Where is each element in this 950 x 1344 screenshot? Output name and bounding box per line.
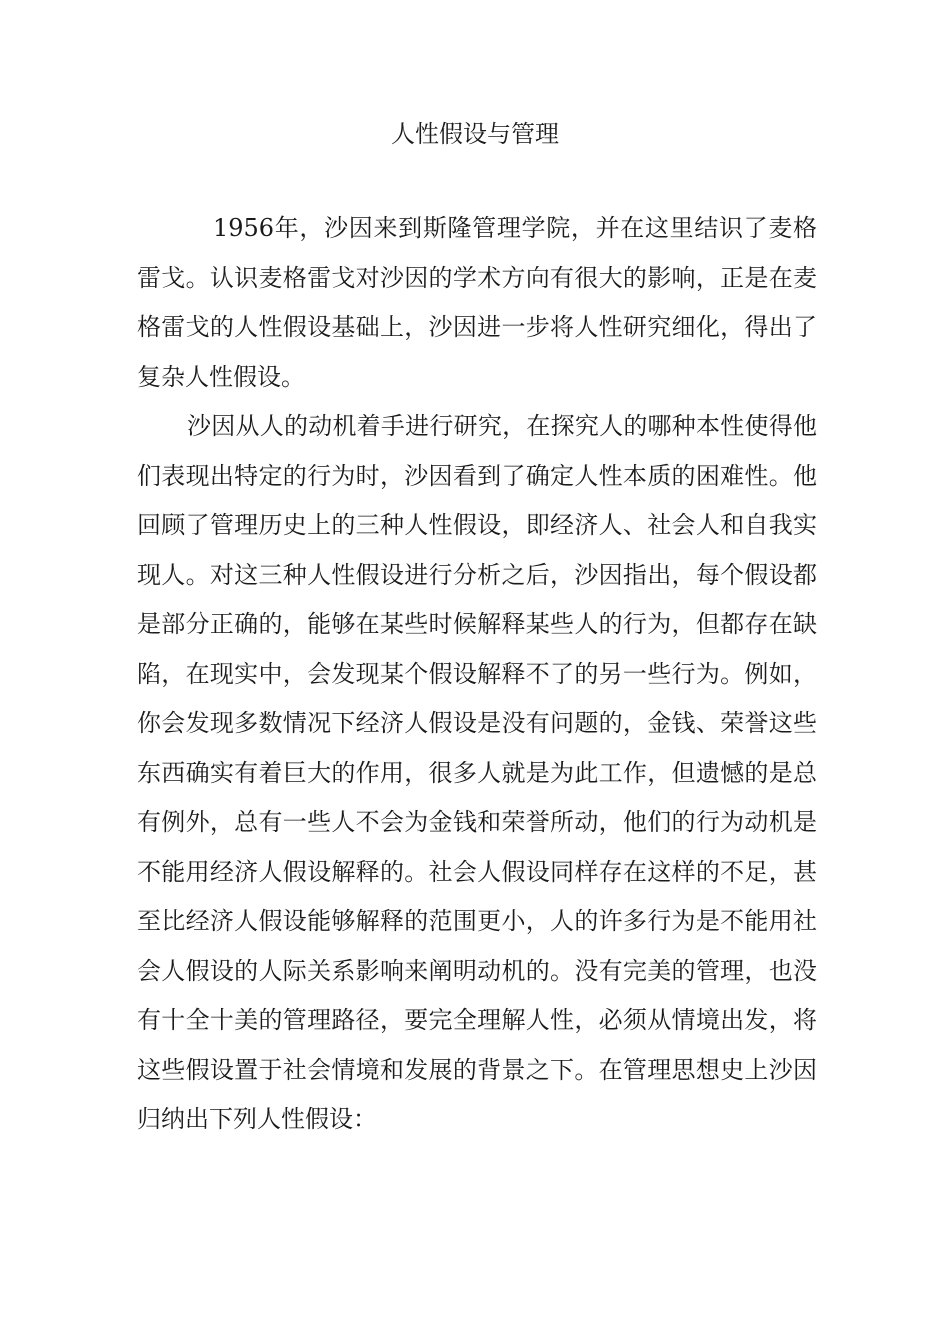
document-body	[137, 204, 817, 1145]
paragraph-2: 沙因从人的动机着手进行研究，在探究人的哪种本性使得他们表现出特定的行为时，沙因看到了确定人性本质的困难性。他回顾了管理历史上的三种人性假设，即经济人、社会人和自我实现人。对这三种人性假设进行分析之后，沙因指出，每个假设都是部分正确的，能够在某些时候解释某些人的行为，但都存在缺陷，在现实中，会发现某个假设解释不了的另一些行为。例如，你会发现多数情况下经济人假设是没有问题的，金钱、荣誉这些东西确实有着巨大的作用，很多人就是为此工作，但遗憾的是总有例外，总有一些人不会为金钱和荣誉所动，他们的行为动机是不能用经济人假设解释的。社会人假设同样存在这样的不足，甚至比经济人假设能够解释的范围更小，人的许多行为是不能用社会人假设的人际关系影响来阐明动机的。没有完美的管理，也没有十全十美的管理路径，要完全理解人性，必须从情境出发，将这些假设置于社会情境和发展的背景之下。在管理思想史上沙因归纳出下列人性假设：	[137, 412, 817, 1133]
document-title: 人性假设与管理	[391, 120, 559, 148]
paragraph-1: 1956年，沙因来到斯隆管理学院，并在这里结识了麦格雷戈。认识麦格雷戈对沙因的学术方向有很大的影响，正是在麦格雷戈的人性假设基础上，沙因进一步将人性研究细化，得出了复杂人性假设。	[137, 214, 817, 391]
